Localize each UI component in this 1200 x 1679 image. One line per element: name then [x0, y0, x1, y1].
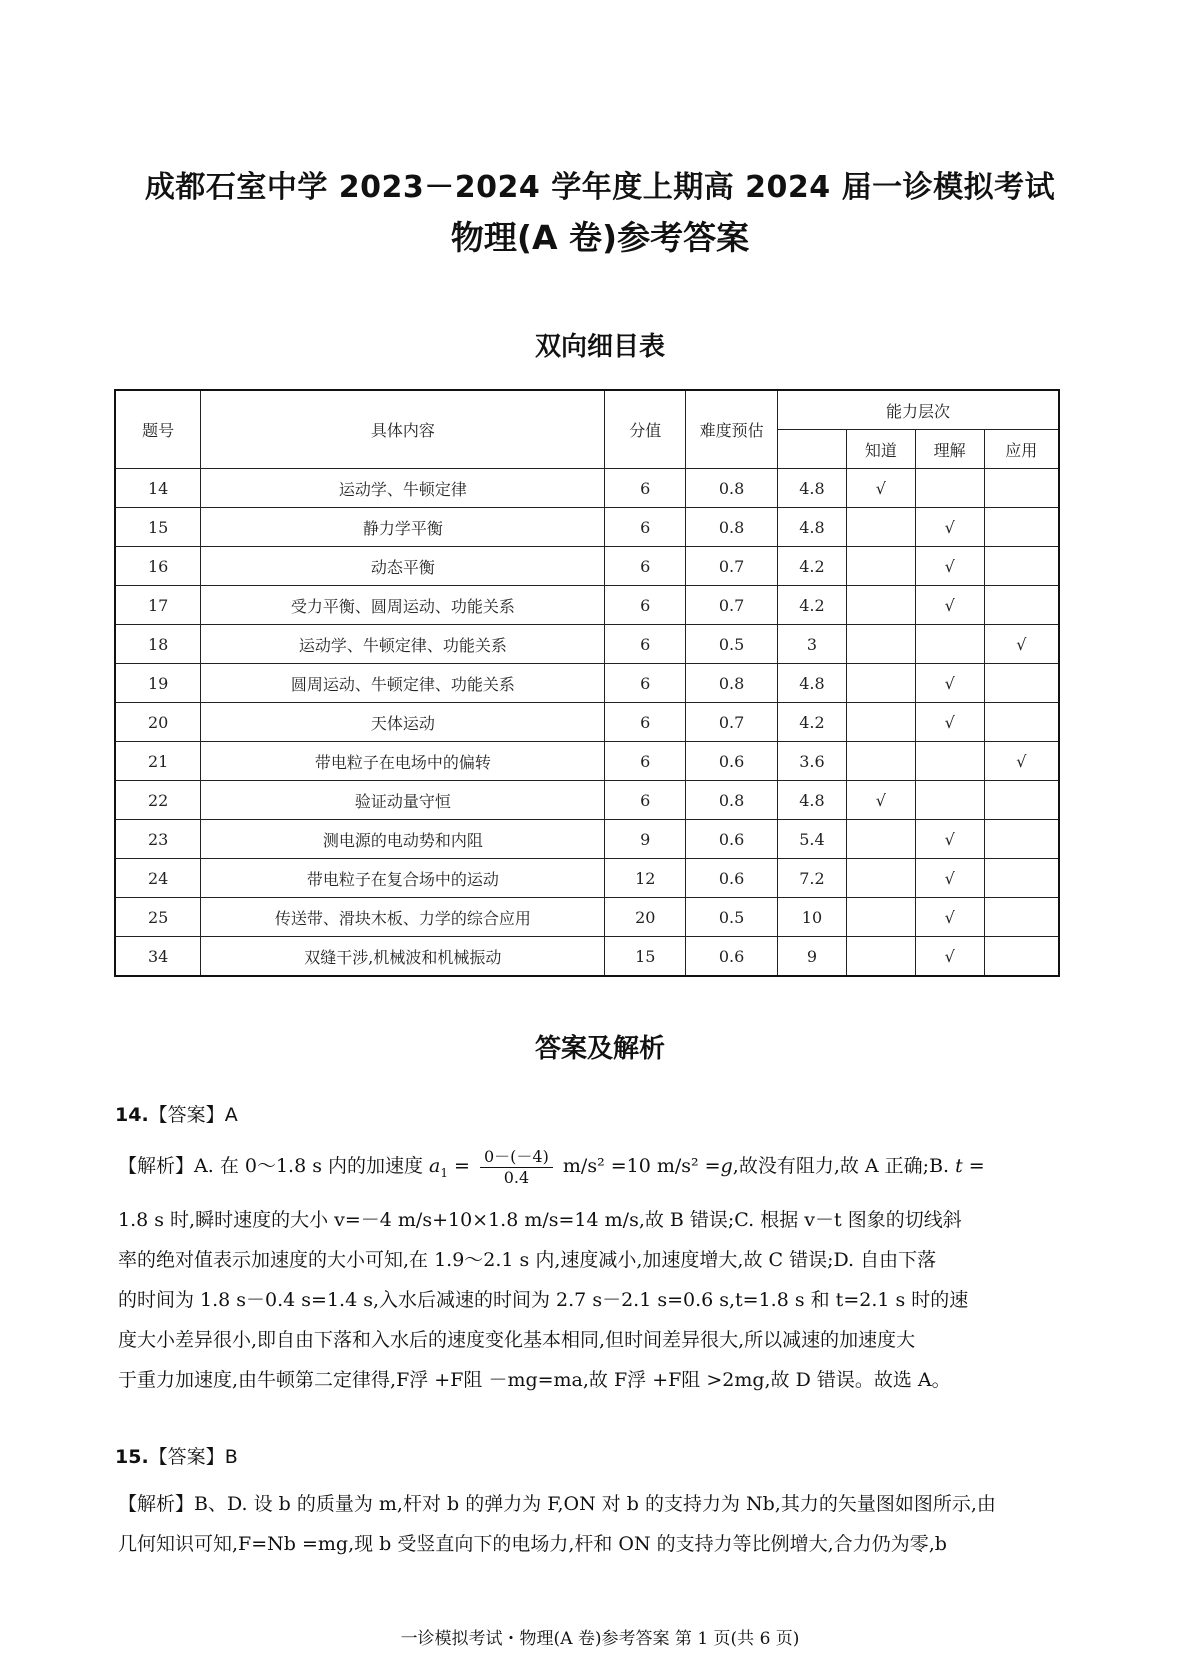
- cell-understand: √: [915, 664, 984, 703]
- table-row: [115, 898, 1059, 937]
- cell-number: 16: [115, 547, 201, 586]
- cell-expected: 4.2: [778, 586, 847, 625]
- q14-analysis-line-6: 于重力加速度,由牛顿第二定律得,F浮 +F阻 －mg=ma,故 F浮 +F阻 >2mg,故 D 错误。故选 A。: [118, 1369, 951, 1391]
- cell-understand: √: [915, 547, 984, 586]
- cell-content: 测电源的电动势和内阻: [201, 820, 605, 859]
- cell-expected: 3: [778, 625, 847, 664]
- cell-number: 23: [115, 820, 201, 859]
- table-row: [115, 742, 1059, 781]
- q14-line1-a: A. 在 0～1.8 s 内的加速度: [194, 1155, 430, 1177]
- table-row: [115, 859, 1059, 898]
- cell-understand: √: [915, 703, 984, 742]
- cell-apply: [984, 664, 1059, 703]
- cell-apply: [984, 898, 1059, 937]
- cell-know: [846, 820, 915, 859]
- cell-number: 17: [115, 586, 201, 625]
- cell-content: 传送带、滑块木板、力学的综合应用: [201, 898, 605, 937]
- table-row: [115, 781, 1059, 820]
- q14-var-a-sub: 1: [440, 1165, 448, 1180]
- cell-difficulty: 0.6: [686, 820, 778, 859]
- cell-understand: √: [915, 508, 984, 547]
- q14-fraction: [480, 1147, 553, 1188]
- document-title: 成都石室中学 2023－2024 学年度上期高 2024 届一诊模拟考试: [144, 170, 1056, 205]
- cell-apply: [984, 469, 1059, 508]
- cell-content: 验证动量守恒: [201, 781, 605, 820]
- q15-analysis-line-2: 几何知识可知,F=Nb =mg,现 b 受竖直向下的电场力,杆和 ON 的支持力等比例增大,合力仍为零,b: [118, 1533, 947, 1555]
- q14-analysis: [118, 1146, 1062, 1400]
- q14-line1-b: m/s² =10 m/s² =: [556, 1155, 721, 1177]
- cell-know: √: [846, 469, 915, 508]
- cell-know: [846, 742, 915, 781]
- cell-content: 受力平衡、圆周运动、功能关系: [201, 586, 605, 625]
- cell-score: 15: [605, 937, 686, 977]
- cell-understand: [915, 781, 984, 820]
- q15-answer: B: [224, 1446, 238, 1468]
- q14-var-g: g: [720, 1155, 733, 1177]
- cell-number: 20: [115, 703, 201, 742]
- cell-number: 19: [115, 664, 201, 703]
- document-subtitle: 物理(A 卷)参考答案: [450, 218, 750, 257]
- cell-expected: 10: [778, 898, 847, 937]
- cell-know: √: [846, 781, 915, 820]
- header-apply: 应用: [984, 430, 1059, 469]
- q14-line1-d: =: [962, 1155, 985, 1177]
- cell-score: 6: [605, 703, 686, 742]
- cell-content: 天体运动: [201, 703, 605, 742]
- cell-score: 6: [605, 586, 686, 625]
- cell-understand: [915, 469, 984, 508]
- cell-content: 双缝干涉,机械波和机械振动: [201, 937, 605, 977]
- cell-apply: [984, 937, 1059, 977]
- cell-understand: √: [915, 820, 984, 859]
- cell-apply: [984, 781, 1059, 820]
- cell-number: 15: [115, 508, 201, 547]
- header-content: 具体内容: [201, 390, 605, 469]
- spec-table-body: [115, 469, 1059, 977]
- cell-expected: 4.8: [778, 781, 847, 820]
- q14-var-a: a: [429, 1155, 441, 1177]
- header-score: 分值: [605, 390, 686, 469]
- cell-understand: [915, 625, 984, 664]
- cell-expected: 4.2: [778, 547, 847, 586]
- q14-analysis-tag: 【解析】: [118, 1155, 195, 1177]
- q14-label: 14.: [115, 1104, 149, 1126]
- cell-number: 18: [115, 625, 201, 664]
- cell-understand: √: [915, 859, 984, 898]
- cell-apply: √: [984, 742, 1059, 781]
- q15-label: 15.: [115, 1446, 149, 1468]
- cell-score: 6: [605, 469, 686, 508]
- spec-table: [114, 389, 1060, 977]
- q15-analysis-line-1: [118, 1484, 1062, 1524]
- q14-answer: A: [224, 1104, 238, 1126]
- cell-difficulty: 0.7: [686, 547, 778, 586]
- q14-analysis-line-4: 的时间为 1.8 s－0.4 s=1.4 s,入水后减速的时间为 2.7 s－2.1 s=0.6 s,t=1.8 s 和 t=2.1 s 时的速: [118, 1289, 969, 1311]
- cell-number: 25: [115, 898, 201, 937]
- cell-number: 24: [115, 859, 201, 898]
- q14-analysis-line-2: 1.8 s 时,瞬时速度的大小 v=－4 m/s+10×1.8 m/s=14 m/s,故 B 错误;C. 根据 v－t 图象的切线斜: [118, 1209, 962, 1231]
- q14-analysis-line-3: 率的绝对值表示加速度的大小可知,在 1.9～2.1 s 内,速度减小,加速度增大,故 C 错误;D. 自由下落: [118, 1249, 937, 1271]
- cell-score: 6: [605, 625, 686, 664]
- cell-content: 带电粒子在复合场中的运动: [201, 859, 605, 898]
- q15-analysis-tag: 【解析】: [118, 1493, 195, 1515]
- cell-understand: [915, 742, 984, 781]
- q15-line1-text: B、D. 设 b 的质量为 m,杆对 b 的弹力为 F,ON 对 b 的支持力为 Nb,其力的矢量图如图所示,由: [194, 1493, 996, 1515]
- cell-content: 运动学、牛顿定律、功能关系: [201, 625, 605, 664]
- cell-apply: [984, 820, 1059, 859]
- q14-var-t: t: [955, 1155, 963, 1177]
- answers-title: 答案及解析: [534, 1034, 665, 1064]
- cell-know: [846, 937, 915, 977]
- cell-difficulty: 0.5: [686, 898, 778, 937]
- table-row: [115, 664, 1059, 703]
- cell-difficulty: 0.8: [686, 781, 778, 820]
- cell-expected: 4.8: [778, 469, 847, 508]
- table-row: [115, 703, 1059, 742]
- cell-score: 9: [605, 820, 686, 859]
- cell-know: [846, 625, 915, 664]
- q15-answer-tag: 【答案】: [148, 1446, 225, 1468]
- cell-apply: [984, 859, 1059, 898]
- q14-analysis-line-5: 度大小差异很小,即自由下落和入水后的速度变化基本相同,但时间差异很大,所以减速的加速度大: [118, 1329, 916, 1351]
- cell-expected: 4.8: [778, 508, 847, 547]
- cell-number: 34: [115, 937, 201, 977]
- cell-apply: √: [984, 625, 1059, 664]
- cell-know: [846, 664, 915, 703]
- spec-table-title: 双向细目表: [534, 332, 665, 362]
- cell-score: 20: [605, 898, 686, 937]
- cell-difficulty: 0.7: [686, 586, 778, 625]
- cell-score: 6: [605, 664, 686, 703]
- table-row: [115, 937, 1059, 977]
- cell-score: 6: [605, 742, 686, 781]
- cell-difficulty: 0.8: [686, 469, 778, 508]
- cell-difficulty: 0.5: [686, 625, 778, 664]
- q14-frac-den: 0.4: [503, 1167, 530, 1187]
- cell-know: [846, 703, 915, 742]
- cell-understand: √: [915, 586, 984, 625]
- q14-answer-tag: 【答案】: [148, 1104, 225, 1126]
- header-ability: 能力层次: [778, 390, 1059, 430]
- table-row: [115, 820, 1059, 859]
- cell-content: 运动学、牛顿定律: [201, 469, 605, 508]
- q14-frac-num: 0－(－4): [480, 1147, 553, 1168]
- cell-difficulty: 0.8: [686, 664, 778, 703]
- header-number: 题号: [115, 390, 201, 469]
- cell-apply: [984, 508, 1059, 547]
- cell-expected: 9: [778, 937, 847, 977]
- table-row: [115, 508, 1059, 547]
- cell-apply: [984, 586, 1059, 625]
- header-know: 知道: [846, 430, 915, 469]
- cell-content: 带电粒子在电场中的偏转: [201, 742, 605, 781]
- cell-number: 22: [115, 781, 201, 820]
- header-understand: 理解: [915, 430, 984, 469]
- cell-difficulty: 0.6: [686, 742, 778, 781]
- q15-answer-line: [115, 1442, 238, 1469]
- cell-know: [846, 586, 915, 625]
- table-row: [115, 586, 1059, 625]
- cell-expected: 3.6: [778, 742, 847, 781]
- cell-difficulty: 0.7: [686, 703, 778, 742]
- q14-line1-c: ,故没有阻力,故 A 正确;B.: [732, 1155, 956, 1177]
- header-blank: [778, 430, 847, 469]
- cell-understand: √: [915, 937, 984, 977]
- cell-content: 静力学平衡: [201, 508, 605, 547]
- cell-expected: 4.2: [778, 703, 847, 742]
- cell-know: [846, 508, 915, 547]
- table-row: [115, 625, 1059, 664]
- cell-difficulty: 0.6: [686, 937, 778, 977]
- cell-score: 6: [605, 508, 686, 547]
- cell-score: 6: [605, 781, 686, 820]
- cell-apply: [984, 547, 1059, 586]
- cell-know: [846, 898, 915, 937]
- cell-score: 6: [605, 547, 686, 586]
- q15-analysis: [118, 1484, 1062, 1564]
- page-footer: 一诊模拟考试・物理(A 卷)参考答案 第 1 页(共 6 页): [400, 1629, 800, 1649]
- cell-know: [846, 547, 915, 586]
- q14-answer-line: [115, 1100, 238, 1127]
- cell-number: 21: [115, 742, 201, 781]
- cell-number: 14: [115, 469, 201, 508]
- cell-apply: [984, 703, 1059, 742]
- cell-score: 12: [605, 859, 686, 898]
- cell-know: [846, 859, 915, 898]
- cell-content: 动态平衡: [201, 547, 605, 586]
- q14-analysis-line-1: [118, 1146, 1062, 1186]
- cell-expected: 7.2: [778, 859, 847, 898]
- cell-expected: 4.8: [778, 664, 847, 703]
- header-difficulty: 难度预估: [686, 390, 778, 469]
- q14-eq: =: [448, 1155, 476, 1177]
- table-row: [115, 547, 1059, 586]
- cell-difficulty: 0.8: [686, 508, 778, 547]
- cell-understand: √: [915, 898, 984, 937]
- table-row: [115, 469, 1059, 508]
- cell-content: 圆周运动、牛顿定律、功能关系: [201, 664, 605, 703]
- cell-difficulty: 0.6: [686, 859, 778, 898]
- cell-expected: 5.4: [778, 820, 847, 859]
